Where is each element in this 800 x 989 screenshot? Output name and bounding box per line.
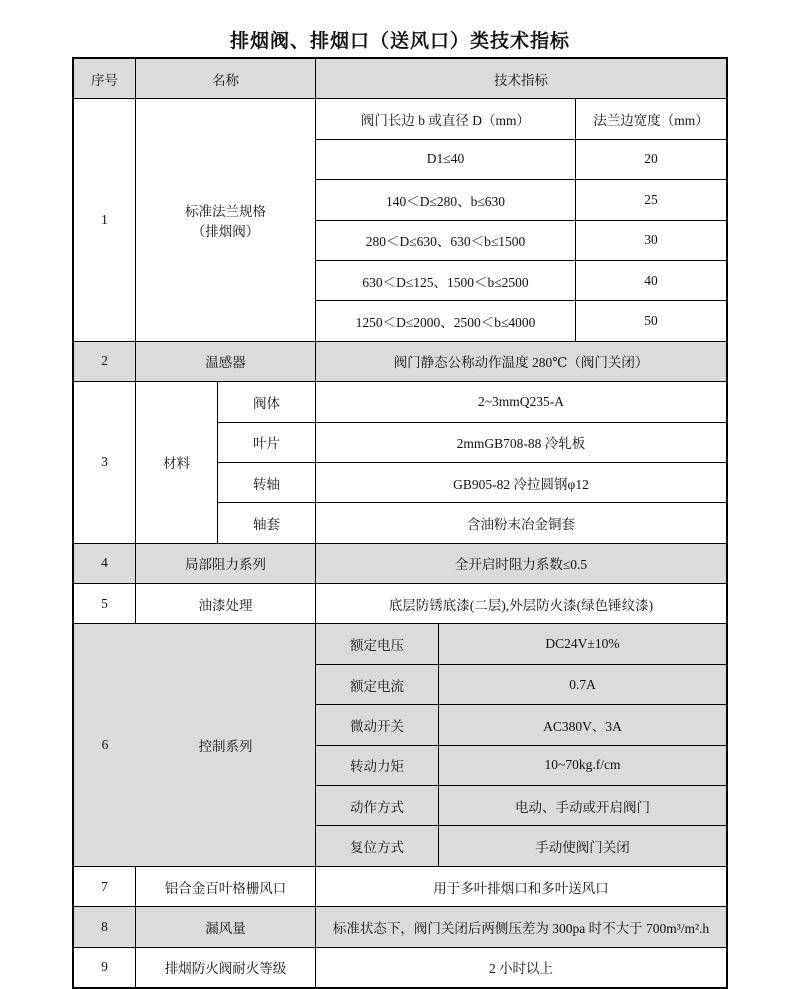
control-value: 电动、手动或开启阀门: [515, 799, 650, 815]
louver-index: 7: [74, 867, 136, 906]
flange-value: 40: [644, 272, 658, 288]
control-row-2: [316, 665, 726, 705]
material-subtable: [218, 382, 726, 543]
control-value: DC24V±10%: [545, 636, 620, 652]
fire-rating-name: 排烟防火阀耐火等级: [136, 948, 316, 987]
flange-row-5: [316, 301, 726, 340]
row-leakage: [74, 907, 726, 947]
flange-row-2: [316, 180, 726, 220]
control-row-6: [316, 826, 726, 865]
flange-value: 25: [644, 191, 658, 207]
flange-subtable: [316, 99, 726, 340]
material-value: GB905-82 冷拉圆钢φ12: [453, 476, 589, 492]
paint-name: 油漆处理: [136, 584, 316, 623]
control-row-5: [316, 786, 726, 826]
header-cell-name: 名称: [136, 59, 316, 98]
material-index-cell: 3: [74, 382, 136, 543]
flange-subheader-row: [316, 99, 726, 139]
material-row-2: [218, 423, 726, 463]
flange-value: 20: [644, 151, 658, 167]
spec-table: [72, 57, 728, 989]
resistance-value: 全开启时阻力系数≤0.5: [454, 557, 588, 573]
flange-row-1: [316, 140, 726, 180]
flange-desc: D1≤40: [316, 140, 576, 179]
temp-sensor-value: 阀门静态公称动作温度 280℃（阀门关闭）: [393, 355, 649, 371]
row-flange-spec: [74, 99, 726, 341]
row-material: [74, 382, 726, 544]
material-value: 2~3mmQ235-A: [477, 393, 565, 409]
control-param: 微动开关: [316, 705, 439, 744]
control-subtable: [316, 624, 726, 865]
material-row-4: [218, 503, 726, 542]
header-cell-index: 序号: [74, 59, 136, 98]
material-value: 含油粉末冶金铜套: [467, 516, 575, 532]
flange-desc: 630＜D≤125、1500＜b≤2500: [316, 261, 576, 300]
material-part: 轴套: [218, 503, 316, 542]
control-row-3: [316, 705, 726, 745]
material-part: 叶片: [218, 423, 316, 462]
flange-row-4: [316, 261, 726, 301]
flange-row-3: [316, 221, 726, 261]
temp-sensor-index: 2: [74, 342, 136, 381]
control-param: 动作方式: [316, 786, 439, 825]
control-row-1: [316, 624, 726, 664]
flange-desc: 140＜D≤280、b≤630: [316, 180, 576, 219]
row-paint: [74, 584, 726, 624]
row-fire-rating: [74, 948, 726, 987]
material-part: 转轴: [218, 463, 316, 502]
flange-name-cell: [136, 99, 316, 340]
material-part: 阀体: [218, 382, 316, 421]
temp-sensor-name: 温感器: [136, 342, 316, 381]
flange-name-line2: （排烟阀）: [191, 224, 260, 240]
louver-value: 用于多叶排烟口和多叶送风口: [433, 880, 609, 896]
control-row-4: [316, 746, 726, 786]
row-louver: [74, 867, 726, 907]
paint-index: 5: [74, 584, 136, 623]
material-name-cell: 材料: [136, 382, 218, 543]
control-value: 0.7A: [569, 676, 596, 692]
leakage-index: 8: [74, 907, 136, 946]
flange-index-cell: 1: [74, 99, 136, 340]
control-param: 转动力矩: [316, 746, 439, 785]
control-name: 控制系列: [198, 739, 253, 755]
flange-desc: 1250＜D≤2000、2500＜b≤4000: [316, 301, 576, 340]
flange-desc: 280＜D≤630、630＜b≤1500: [316, 221, 576, 260]
paint-value: 底层防锈底漆(二层),外层防火漆(绿色锤纹漆): [388, 597, 654, 613]
material-row-3: [218, 463, 726, 503]
material-row-1: [218, 382, 726, 422]
material-value: 2mmGB708-88 冷轧板: [456, 436, 586, 452]
row-resistance: [74, 544, 726, 584]
row-temp-sensor: [74, 342, 726, 382]
control-index: 6: [101, 737, 109, 753]
leakage-value: 标准状态下，阀门关闭后两侧压差为 300pa 时不大于 700m³/m².h: [332, 920, 710, 936]
page-title: 排烟阀、排烟口（送风口）类技术指标: [229, 31, 570, 52]
flange-col-width: 法兰边宽度（mm）: [593, 113, 709, 129]
control-param: 额定电压: [316, 624, 439, 663]
louver-name: 铝合金百叶格栅风口: [136, 867, 316, 906]
flange-value: 50: [644, 313, 658, 329]
leakage-name: 漏风量: [136, 907, 316, 946]
control-value: 手动使阀门关闭: [535, 840, 630, 856]
fire-rating-index: 9: [74, 948, 136, 987]
row-control-series: [74, 624, 726, 866]
flange-name-line1: 标准法兰规格: [185, 204, 266, 220]
control-value: AC380V、3A: [543, 718, 622, 734]
header-cell-spec: 技术指标: [494, 72, 548, 88]
table-header-row: [74, 59, 726, 99]
flange-value: 30: [644, 232, 658, 248]
control-value: 10~70kg.f/cm: [544, 757, 621, 773]
fire-rating-value: 2 小时以上: [488, 961, 554, 977]
control-param: 复位方式: [316, 826, 439, 865]
control-param: 额定电流: [316, 665, 439, 704]
flange-col-desc: 阀门长边 b 或直径 D（mm）: [316, 99, 576, 138]
control-merged-cell: [74, 624, 316, 865]
resistance-name: 局部阻力系列: [136, 544, 316, 583]
resistance-index: 4: [74, 544, 136, 583]
